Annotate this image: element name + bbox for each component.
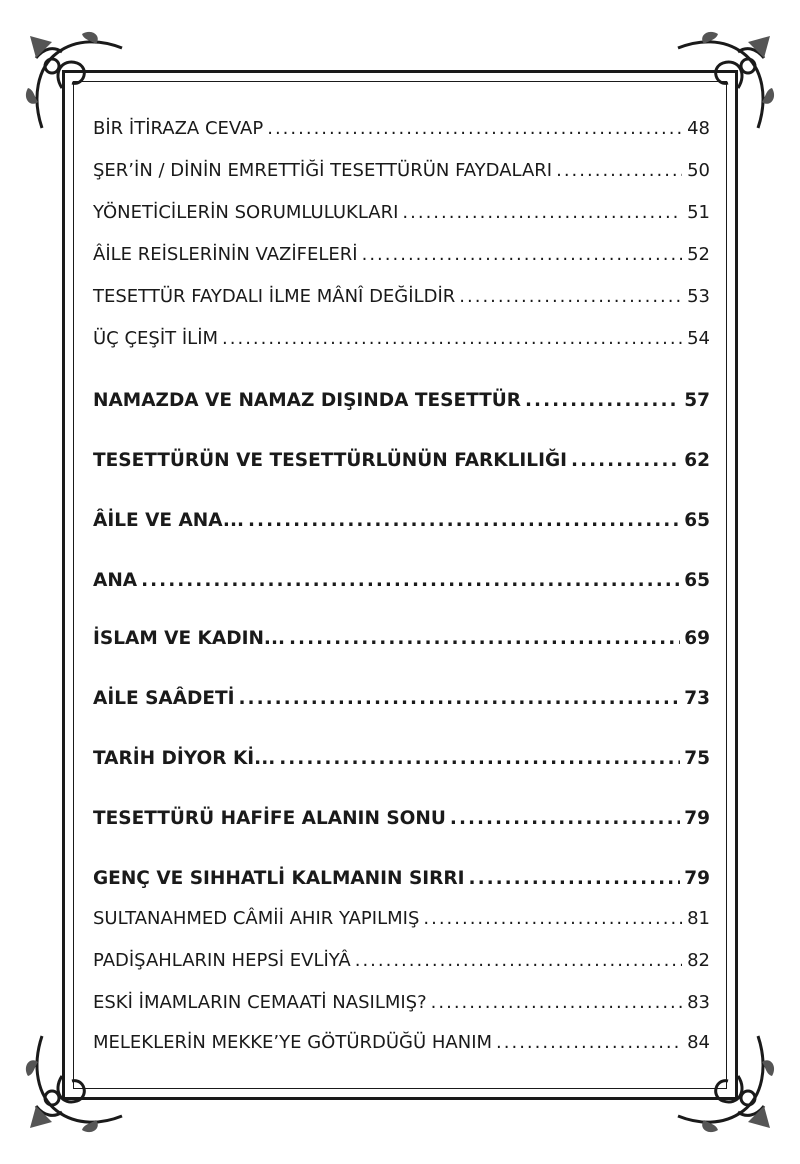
toc-entry-page-number: 83 [687, 992, 710, 1013]
toc-entry[interactable] [93, 510, 710, 542]
toc-entry-title: TARİH DİYOR Kİ... [93, 748, 276, 769]
toc-entry-title: YÖNETİCİLERİN SORUMLULUKLARI [93, 202, 399, 223]
toc-entry-page-number: 62 [684, 450, 710, 471]
toc-entry-title: İSLAM VE KADIN... [93, 628, 286, 649]
toc-entry-title: ESKİ İMAMLARIN CEMAATİ NASILMIŞ? [93, 992, 427, 1013]
toc-entry-title: ANA [93, 570, 138, 591]
toc-entry-title: BİR İTİRAZA CEVAP [93, 118, 264, 139]
toc-entry-page-number: 84 [687, 1032, 710, 1053]
toc-entry-page-number: 79 [684, 808, 710, 829]
toc-entry[interactable] [93, 748, 710, 780]
toc-entry-title: SULTANAHMED CÂMİİ AHIR YAPILMIŞ [93, 908, 420, 929]
toc-entry[interactable] [93, 160, 710, 192]
toc-entry[interactable] [93, 450, 710, 482]
toc-entry-title: MELEKLERİN MEKKE’YE GÖTÜRDÜĞÜ HANIM [93, 1032, 493, 1053]
toc-entry-page-number: 81 [687, 908, 710, 929]
toc-entry[interactable] [93, 992, 710, 1024]
toc-entry-page-number: 57 [684, 390, 710, 411]
toc-entry-title: TESETTÜRÜN VE TESETTÜRLÜNÜN FARKLILIĞI [93, 450, 568, 471]
dot-leader [469, 868, 681, 889]
dot-leader [362, 244, 682, 265]
toc-entry[interactable] [93, 202, 710, 234]
toc-entry-page-number: 52 [687, 244, 710, 265]
toc-entry-page-number: 79 [684, 868, 710, 889]
dot-leader [450, 808, 680, 829]
toc-entry[interactable] [93, 688, 710, 720]
toc-entry-page-number: 51 [687, 202, 710, 223]
toc-entry-page-number: 53 [687, 286, 710, 307]
toc-entry-page-number: 75 [684, 748, 710, 769]
dot-leader [556, 160, 682, 181]
toc-entry[interactable] [93, 244, 710, 276]
toc-entry-page-number: 65 [684, 510, 710, 531]
toc-entry[interactable] [93, 808, 710, 840]
dot-leader [141, 570, 680, 591]
toc-entry[interactable] [93, 328, 710, 360]
toc-entry-page-number: 48 [687, 118, 710, 139]
dot-leader [496, 1032, 682, 1053]
toc-entry-title: ŞER’İN / DİNİN EMRETTİĞİ TESETTÜRÜN FAYDALARI [93, 160, 553, 181]
toc-entry-title: GENÇ VE SIHHATLİ KALMANIN SIRRI [93, 868, 465, 889]
dot-leader [423, 908, 682, 929]
toc-entry[interactable] [93, 118, 710, 150]
toc-entry[interactable] [93, 286, 710, 318]
toc-entry-page-number: 82 [687, 950, 710, 971]
toc-entry-title: ÂİLE VE ANA... [93, 510, 245, 531]
dot-leader [248, 510, 680, 531]
toc-entry[interactable] [93, 1032, 710, 1064]
dot-leader [355, 950, 682, 971]
toc-entry-title: ÜÇ ÇEŞİT İLİM [93, 328, 219, 349]
dot-leader [571, 450, 680, 471]
toc-entry[interactable] [93, 570, 710, 602]
dot-leader [279, 748, 680, 769]
dot-leader [289, 628, 680, 649]
dot-leader [459, 286, 682, 307]
dot-leader [431, 992, 682, 1013]
toc-entry-page-number: 50 [687, 160, 710, 181]
toc-entry-title: TESETTÜRÜ HAFİFE ALANIN SONU [93, 808, 446, 829]
toc-entry-page-number: 69 [684, 628, 710, 649]
dot-leader [402, 202, 682, 223]
toc-entry-title: NAMAZDA VE NAMAZ DIŞINDA TESETTÜR [93, 390, 522, 411]
toc-entry[interactable] [93, 908, 710, 940]
toc-entry[interactable] [93, 950, 710, 982]
toc-entry-page-number: 73 [684, 688, 710, 709]
toc-entry-title: TESETTÜR FAYDALI İLME MÂNÎ DEĞİLDİR [93, 286, 456, 307]
dot-leader [222, 328, 682, 349]
toc-entry[interactable] [93, 628, 710, 660]
dot-leader [267, 118, 682, 139]
dot-leader [525, 390, 680, 411]
toc-entry-title: AİLE SAÂDETİ [93, 688, 235, 709]
toc-entry-page-number: 65 [684, 570, 710, 591]
dot-leader [239, 688, 681, 709]
toc-entry-title: PADİŞAHLARIN HEPSİ EVLİYÂ [93, 950, 351, 971]
toc-entry-title: ÂİLE REİSLERİNİN VAZİFELERİ [93, 244, 358, 265]
toc-entry-page-number: 54 [687, 328, 710, 349]
toc-entry[interactable] [93, 390, 710, 422]
toc-entry[interactable] [93, 868, 710, 900]
